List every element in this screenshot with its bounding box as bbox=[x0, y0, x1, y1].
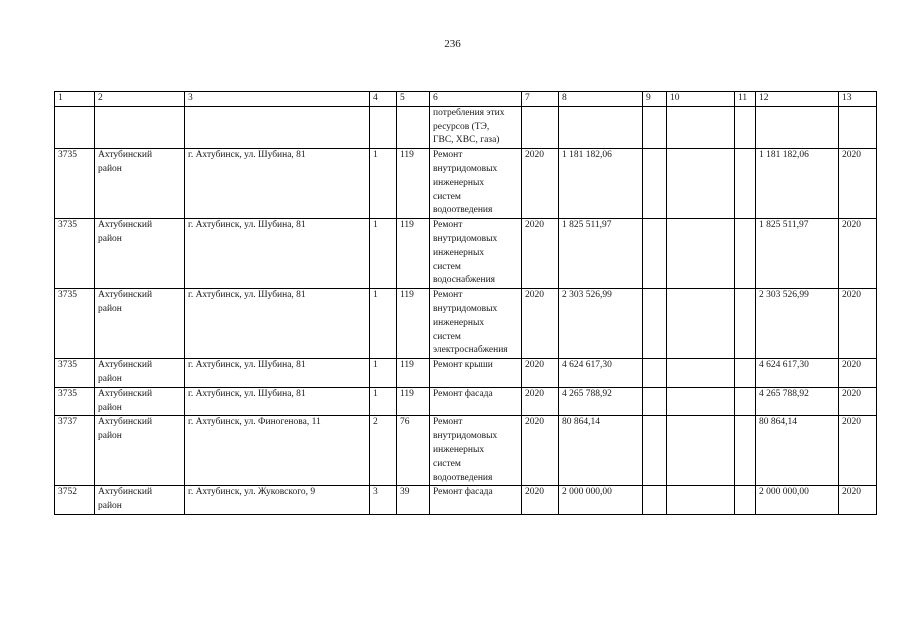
header-cell: 11 bbox=[735, 92, 756, 107]
table-cell-c3: г. Ахтубинск, ул. Шубина, 81 bbox=[185, 387, 370, 416]
table-cell-c13: 2020 bbox=[839, 149, 877, 219]
table-cell-c13 bbox=[839, 106, 877, 148]
table-cell-c3 bbox=[185, 106, 370, 148]
table-cell-c7 bbox=[522, 106, 559, 148]
data-table bbox=[54, 91, 877, 515]
cell-line: систем bbox=[433, 191, 461, 202]
table-cell-c6 bbox=[430, 416, 522, 486]
cell-line: Ахтубинский bbox=[98, 360, 153, 371]
cell-line: инженерных bbox=[433, 444, 485, 455]
table-cell-c6 bbox=[430, 486, 522, 515]
table-cell-c2 bbox=[95, 106, 185, 148]
table-cell-c1: 3737 bbox=[55, 416, 95, 486]
table-cell-c8: 2 303 526,99 bbox=[559, 289, 643, 359]
table-cell-c4: 1 bbox=[370, 387, 397, 416]
cell-line: Ремонт фасада bbox=[433, 487, 493, 498]
table-header-row bbox=[55, 92, 877, 107]
table-cell-c3: г. Ахтубинск, ул. Жуковского, 9 bbox=[185, 486, 370, 515]
cell-line: Ремонт фасада bbox=[433, 388, 493, 399]
table-cell-c11 bbox=[735, 486, 756, 515]
table-cell-c3: г. Ахтубинск, ул. Финогенова, 11 bbox=[185, 416, 370, 486]
table-cell-c13: 2020 bbox=[839, 387, 877, 416]
header-cell: 13 bbox=[839, 92, 877, 107]
header-cell: 8 bbox=[559, 92, 643, 107]
cell-line: Ремонт bbox=[433, 290, 463, 301]
table-cell-c7: 2020 bbox=[522, 416, 559, 486]
table-cell-c4: 1 bbox=[370, 149, 397, 219]
cell-line: внутридомовых bbox=[433, 431, 498, 442]
table-body bbox=[55, 92, 877, 515]
table-cell-c8: 4 624 617,30 bbox=[559, 359, 643, 388]
table-cell-c10 bbox=[667, 416, 735, 486]
table-cell-c6 bbox=[430, 289, 522, 359]
cell-line: Ремонт bbox=[433, 220, 463, 231]
table-cell-c9 bbox=[643, 219, 667, 289]
table-cell-c12: 4 265 788,92 bbox=[756, 387, 839, 416]
cell-line: Ахтубинский bbox=[98, 150, 153, 161]
table-cell-c5: 119 bbox=[397, 289, 430, 359]
table-cell-c5: 119 bbox=[397, 149, 430, 219]
table-cell-c3: г. Ахтубинск, ул. Шубина, 81 bbox=[185, 219, 370, 289]
table-cell-c1: 3735 bbox=[55, 289, 95, 359]
table-cell-c13: 2020 bbox=[839, 359, 877, 388]
table-cell-c6 bbox=[430, 106, 522, 148]
table-cell-c3: г. Ахтубинск, ул. Шубина, 81 bbox=[185, 149, 370, 219]
cell-line: инженерных bbox=[433, 317, 485, 328]
cell-line: район bbox=[98, 501, 122, 512]
table-cell-c1: 3735 bbox=[55, 359, 95, 388]
table-cell-c8: 1 825 511,97 bbox=[559, 219, 643, 289]
table-cell-c10 bbox=[667, 106, 735, 148]
table-row bbox=[55, 289, 877, 359]
table-cell-c10 bbox=[667, 486, 735, 515]
table-cell-c12: 80 864,14 bbox=[756, 416, 839, 486]
table-cell-c12: 2 000 000,00 bbox=[756, 486, 839, 515]
cell-line: район bbox=[98, 233, 122, 244]
table-cell-c5: 119 bbox=[397, 387, 430, 416]
table-cell-c9 bbox=[643, 387, 667, 416]
cell-line: район bbox=[98, 163, 122, 174]
table-cell-c7: 2020 bbox=[522, 289, 559, 359]
table-cell-c9 bbox=[643, 106, 667, 148]
table-cell-c12: 4 624 617,30 bbox=[756, 359, 839, 388]
table-cell-c2 bbox=[95, 416, 185, 486]
cell-line: Ахтубинский bbox=[98, 388, 153, 399]
table-cell-c11 bbox=[735, 387, 756, 416]
cell-line: Ремонт bbox=[433, 417, 463, 428]
cell-line: Ахтубинский bbox=[98, 417, 153, 428]
table-cell-c9 bbox=[643, 416, 667, 486]
table-cell-c6 bbox=[430, 359, 522, 388]
table-cell-c12: 2 303 526,99 bbox=[756, 289, 839, 359]
table-cell-c4: 1 bbox=[370, 359, 397, 388]
cell-line: систем bbox=[433, 261, 461, 272]
table-cell-c11 bbox=[735, 149, 756, 219]
cell-line: Ахтубинский bbox=[98, 220, 153, 231]
cell-line: систем bbox=[433, 458, 461, 469]
table-cell-c3: г. Ахтубинск, ул. Шубина, 81 bbox=[185, 289, 370, 359]
table-cell-c2 bbox=[95, 486, 185, 515]
table-cell-c7: 2020 bbox=[522, 486, 559, 515]
table-cell-c1: 3735 bbox=[55, 149, 95, 219]
table-cell-c13: 2020 bbox=[839, 416, 877, 486]
table-cell-c13: 2020 bbox=[839, 289, 877, 359]
cell-line: внутридомовых bbox=[433, 163, 498, 174]
table-cell-c7: 2020 bbox=[522, 387, 559, 416]
cell-line: район bbox=[98, 402, 122, 413]
table-cell-c7: 2020 bbox=[522, 149, 559, 219]
table-row bbox=[55, 149, 877, 219]
table-cell-c10 bbox=[667, 149, 735, 219]
table-cell-c11 bbox=[735, 289, 756, 359]
table-cell-c11 bbox=[735, 106, 756, 148]
table-cell-c6 bbox=[430, 149, 522, 219]
table-cell-c9 bbox=[643, 486, 667, 515]
table-cell-c9 bbox=[643, 289, 667, 359]
table-cell-c10 bbox=[667, 289, 735, 359]
table-cell-c2 bbox=[95, 289, 185, 359]
table-cell-c10 bbox=[667, 219, 735, 289]
table-cell-c12: 1 825 511,97 bbox=[756, 219, 839, 289]
table-row bbox=[55, 219, 877, 289]
table-cell-c12: 1 181 182,06 bbox=[756, 149, 839, 219]
table-cell-c8: 4 265 788,92 bbox=[559, 387, 643, 416]
header-cell: 5 bbox=[397, 92, 430, 107]
table-cell-c13: 2020 bbox=[839, 486, 877, 515]
table-cell-c2 bbox=[95, 359, 185, 388]
table-cell-c10 bbox=[667, 387, 735, 416]
table-cell-c1 bbox=[55, 106, 95, 148]
table-cell-c2 bbox=[95, 387, 185, 416]
table-cell-c1: 3752 bbox=[55, 486, 95, 515]
cell-line: инженерных bbox=[433, 247, 485, 258]
table-cell-c11 bbox=[735, 416, 756, 486]
header-cell: 2 bbox=[95, 92, 185, 107]
header-cell: 4 bbox=[370, 92, 397, 107]
table-cell-c2 bbox=[95, 149, 185, 219]
table-cell-c2 bbox=[95, 219, 185, 289]
header-cell: 3 bbox=[185, 92, 370, 107]
cell-line: электроснабжения bbox=[433, 345, 508, 356]
cell-line: район bbox=[98, 431, 122, 442]
table-row bbox=[55, 416, 877, 486]
table-cell-c9 bbox=[643, 359, 667, 388]
cell-line: Ахтубинский bbox=[98, 487, 153, 498]
table-cell-c4: 1 bbox=[370, 219, 397, 289]
table-cell-c5: 119 bbox=[397, 359, 430, 388]
header-cell: 1 bbox=[55, 92, 95, 107]
table-cell-c6 bbox=[430, 387, 522, 416]
table-cell-c3: г. Ахтубинск, ул. Шубина, 81 bbox=[185, 359, 370, 388]
table-cell-c4: 3 bbox=[370, 486, 397, 515]
table-cell-c11 bbox=[735, 219, 756, 289]
cell-line: Ахтубинский bbox=[98, 290, 153, 301]
cell-line: внутридомовых bbox=[433, 303, 498, 314]
table-cell-c11 bbox=[735, 359, 756, 388]
header-cell: 12 bbox=[756, 92, 839, 107]
cell-line: Ремонт крыши bbox=[433, 360, 493, 371]
table-cell-c8 bbox=[559, 106, 643, 148]
cell-line: ресурсов (ТЭ, bbox=[433, 121, 490, 132]
table-cell-c1: 3735 bbox=[55, 387, 95, 416]
table-cell-c5: 119 bbox=[397, 219, 430, 289]
table-cell-c5: 39 bbox=[397, 486, 430, 515]
table-cell-c12 bbox=[756, 106, 839, 148]
table-cell-c8: 1 181 182,06 bbox=[559, 149, 643, 219]
table-row bbox=[55, 359, 877, 388]
table-cell-c13: 2020 bbox=[839, 219, 877, 289]
cell-line: водоотведения bbox=[433, 472, 493, 483]
cell-line: район bbox=[98, 373, 122, 384]
cell-line: Ремонт bbox=[433, 150, 463, 161]
table-cell-c10 bbox=[667, 359, 735, 388]
header-cell: 6 bbox=[430, 92, 522, 107]
table-cell-c4: 1 bbox=[370, 289, 397, 359]
table-cell-c4 bbox=[370, 106, 397, 148]
table-cell-c5 bbox=[397, 106, 430, 148]
cell-line: систем bbox=[433, 331, 461, 342]
table-cell-c7: 2020 bbox=[522, 219, 559, 289]
page-number: 236 bbox=[444, 38, 461, 50]
header-cell: 7 bbox=[522, 92, 559, 107]
table-row bbox=[55, 106, 877, 148]
table-cell-c8: 80 864,14 bbox=[559, 416, 643, 486]
cell-line: потребления этих bbox=[433, 107, 505, 118]
table-row bbox=[55, 486, 877, 515]
table-row bbox=[55, 387, 877, 416]
cell-line: инженерных bbox=[433, 177, 485, 188]
table-cell-c1: 3735 bbox=[55, 219, 95, 289]
header-cell: 10 bbox=[667, 92, 735, 107]
cell-line: район bbox=[98, 303, 122, 314]
cell-line: ГВС, ХВС, газа) bbox=[433, 135, 500, 146]
table-cell-c5: 76 bbox=[397, 416, 430, 486]
cell-line: водоотведения bbox=[433, 205, 493, 216]
table-cell-c9 bbox=[643, 149, 667, 219]
cell-line: внутридомовых bbox=[433, 233, 498, 244]
table-cell-c8: 2 000 000,00 bbox=[559, 486, 643, 515]
table-cell-c7: 2020 bbox=[522, 359, 559, 388]
cell-line: водоснабжения bbox=[433, 275, 496, 286]
table-cell-c6 bbox=[430, 219, 522, 289]
table-cell-c4: 2 bbox=[370, 416, 397, 486]
header-cell: 9 bbox=[643, 92, 667, 107]
